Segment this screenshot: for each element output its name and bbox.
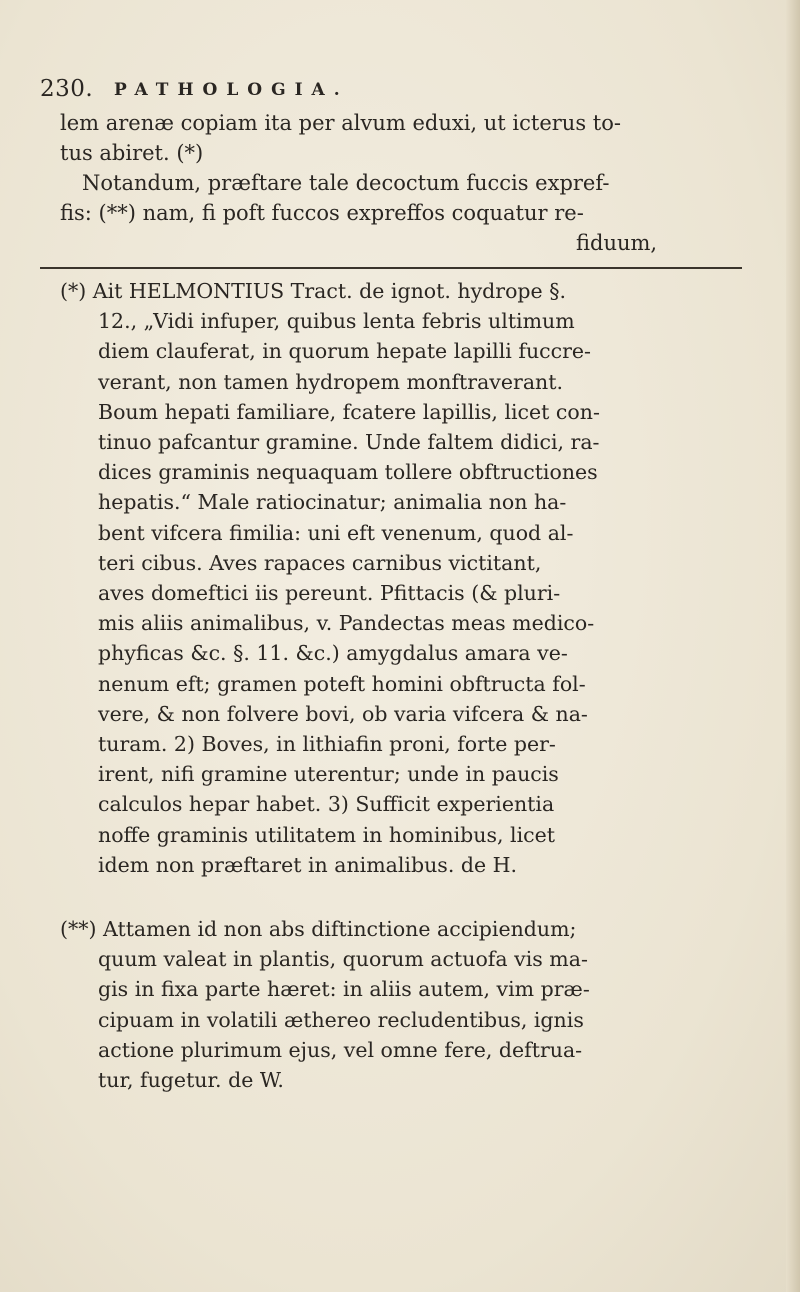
footnote-line: bent vifcera fimilia: uni eft venenum, quod al- xyxy=(98,520,574,545)
footnote-line: verant, non tamen hydropem monftraverant. xyxy=(98,369,564,394)
text-line: lem arenæ copiam ita per alvum eduxi, ut icterus to- xyxy=(60,111,621,135)
footnote-line: phyficas &c. §. 11. &c.) amygdalus amara ve- xyxy=(98,641,568,666)
footnote-line: tur, fugetur. de W. xyxy=(98,1068,284,1093)
footnote-line: Boum hepati familiare, fcatere lapillis, licet con- xyxy=(98,399,600,424)
footnote-line: teri cibus. Aves rapaces carnibus victitant, xyxy=(98,550,542,575)
footnote-line: noffe graminis utilitatem in hominibus, licet xyxy=(98,822,556,847)
page-edge xyxy=(786,0,800,1292)
footnote-line: aves domeftici iis pereunt. Pfittacis (& pluri- xyxy=(98,581,561,606)
footnote-line: actione plurimum ejus, vel omne fere, deftrua- xyxy=(98,1037,583,1062)
footnote-2 xyxy=(60,914,740,1095)
text-line: tus abiret. (*) xyxy=(60,141,204,165)
footnote-line: nenum eft; gramen poteft homini obftructa fol- xyxy=(98,671,586,696)
footnote-line: quum valeat in plantis, quorum actuofa vis ma- xyxy=(98,947,588,972)
page-header xyxy=(40,76,640,106)
footnote-line: turam. 2) Boves, in lithiafin proni, forte per- xyxy=(98,732,556,757)
footnote-line: (*) Ait HELMONTIUS Tract. de ignot. hydrope §. xyxy=(60,279,566,303)
catchword: fiduum, xyxy=(576,231,658,255)
footnote-1 xyxy=(60,276,740,880)
footnote-line: 12., „Vidi infuper, quibus lenta febris ultimum xyxy=(98,309,575,334)
footnote-line: dices graminis nequaquam tollere obftructiones xyxy=(98,460,598,485)
footnote-line: vere, & non folvere bovi, ob varia vifcera & na- xyxy=(98,701,588,726)
footnote-line: gis in fixa parte hæret: in aliis autem, vim præ- xyxy=(98,977,590,1002)
running-title: PATHOLOGIA. xyxy=(114,80,349,100)
page-number: 230. xyxy=(40,76,94,102)
text-line: Notandum, præftare tale decoctum fuccis expref- xyxy=(82,171,610,195)
footnote-divider xyxy=(40,267,742,269)
footnote-line: mis aliis animalibus, v. Pandectas meas medico- xyxy=(98,611,595,636)
footnote-line: tinuo pafcantur gramine. Unde faltem didici, ra- xyxy=(98,430,600,455)
main-text xyxy=(60,108,740,258)
footnote-line: cipuam in volatili æthereo recludentibus, ignis xyxy=(98,1007,584,1032)
text-line: fis: (**) nam, fi poft fuccos expreffos coquatur re- xyxy=(60,201,584,225)
footnote-line: idem non præftaret in animalibus. de H. xyxy=(98,852,518,877)
footnote-line: irent, nifi gramine uterentur; unde in paucis xyxy=(98,762,559,787)
footnote-line: diem clauferat, in quorum hepate lapilli fuccre- xyxy=(98,339,591,364)
footnote-line: calculos hepar habet. 3) Sufficit experientia xyxy=(98,792,555,817)
footnote-line: hepatis.“ Male ratiocinatur; animalia non ha- xyxy=(98,490,567,515)
footnote-line: (**) Attamen id non abs diftinctione accipiendum; xyxy=(60,917,577,941)
